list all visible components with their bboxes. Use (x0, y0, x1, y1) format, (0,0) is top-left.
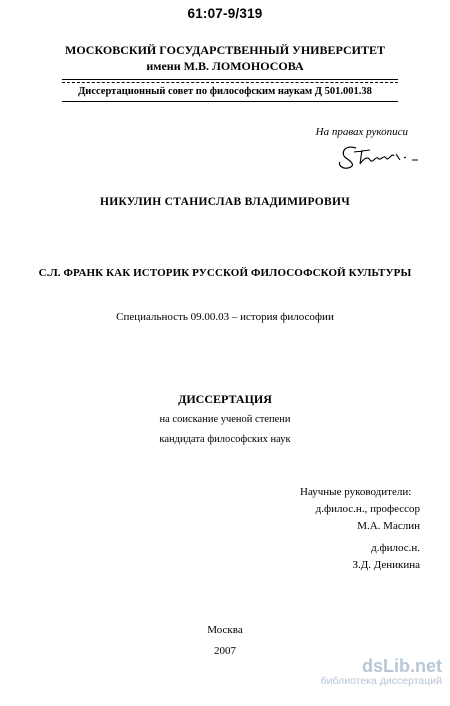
supervisor-2-degree: д.филос.н. (371, 542, 420, 554)
city: Москва (207, 624, 243, 636)
degree-purpose-line2: кандидата философских наук (159, 434, 291, 445)
supervisor-2-name: З.Д. Деникина (352, 559, 420, 571)
watermark (321, 656, 442, 687)
dissertation-title: С.Л. ФРАНК КАК ИСТОРИК РУССКОЙ ФИЛОСОФСКОЙ КУЛЬТУРЫ (38, 267, 412, 279)
degree-purpose-line1: на соискание ученой степени (159, 414, 291, 425)
manuscript-rights-note: На правах рукописи (315, 126, 408, 138)
institution-name: МОСКОВСКИЙ ГОСУДАРСТВЕННЫЙ УНИВЕРСИТЕТ (65, 43, 385, 57)
supervisor-1-degree: д.филос.н., профессор (315, 503, 420, 515)
year: 2007 (214, 645, 236, 657)
specialty: Специальность 09.00.03 – история философии (116, 311, 334, 323)
dissertation-council: Диссертационный совет по философским наукам Д 501.001.38 (78, 86, 372, 97)
divider-council (62, 101, 398, 102)
signature-icon (334, 140, 434, 170)
document-type: ДИССЕРТАЦИЯ (178, 392, 272, 406)
divider-top-dashed (62, 82, 398, 83)
supervisor-2-block (300, 540, 420, 574)
institution-subname: имени М.В. ЛОМОНОСОВА (146, 59, 304, 73)
watermark-logo: dsLib.net (362, 656, 442, 676)
author-name: НИКУЛИН СТАНИСЛАВ ВЛАДИМИРОВИЧ (99, 196, 350, 208)
divider-top (62, 79, 398, 80)
watermark-subtitle: библиотека диссертаций (320, 675, 442, 687)
supervisors-block (300, 484, 420, 535)
supervisors-heading: Научные руководители: (300, 486, 412, 498)
supervisor-1-name: М.А. Маслин (357, 520, 420, 532)
catalog-number: 61:07-9/319 (187, 6, 263, 21)
